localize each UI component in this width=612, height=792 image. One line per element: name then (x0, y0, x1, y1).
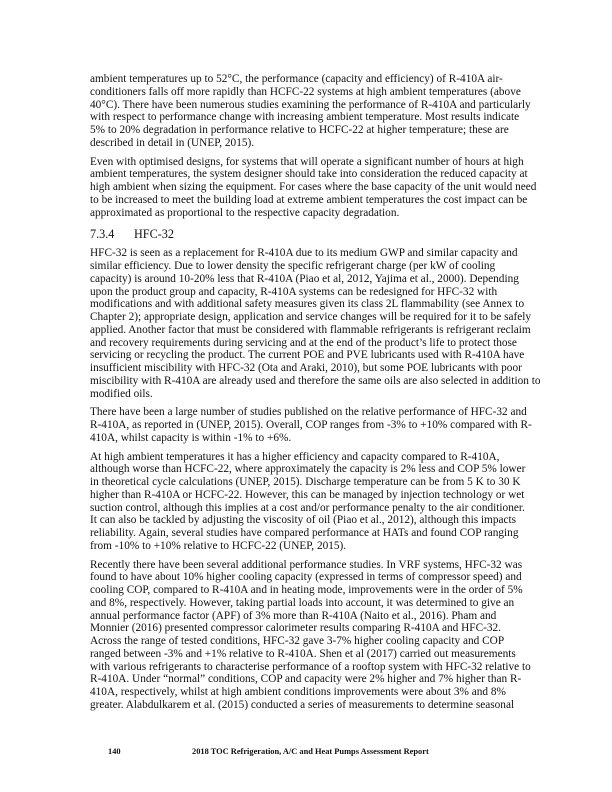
text-line: applied. Another factor that must be considered with flammable refrigerants is refrigerant reclaim (90, 323, 531, 336)
text-line: modified oils. (90, 387, 153, 400)
text-line: ranged between -3% and +1% relative to R-410A. Shen et al (2017) carried out measurements (90, 647, 516, 660)
text-line: Even with optimised designs, for systems that will operate a significant number of hours at high (90, 155, 524, 168)
text-line: annual performance factor (APF) of 3% more than R-410A (Naito et al., 2016). Pham and (90, 609, 497, 622)
text-line: high ambient when sizing the equipment. For cases where the base capacity of the unit would need (90, 181, 537, 193)
text-line: with respect to performance change with increasing ambient temperature. Most results indicate (90, 111, 520, 124)
report-title: 2018 TOC Refrigeration, A/C and Heat Pumps Assessment Report (192, 747, 429, 756)
text-line: Recently there have been several additional performance studies. In VRF systems, HFC-32 was (90, 558, 523, 571)
text-line: reliability. Again, several studies have compared performance at HATs and found COP ranging (90, 527, 519, 539)
text-line: to be increased to meet the building load at extreme ambient temperatures the cost impact can be (90, 193, 528, 206)
text-line: At high ambient temperatures it has a higher efficiency and capacity compared to R-410A, (90, 450, 500, 463)
paragraph (90, 73, 560, 150)
text-line: There have been a large number of studies published on the relative performance of HFC-32 and (90, 406, 527, 419)
text-line: servicing or recycling the product. The current POE and PVE lubricants used with R-410A have (90, 349, 525, 362)
text-line: higher than R-410A or HCFC-22. However, this can be managed by injection technology or wet (90, 488, 525, 501)
text-line: ambient temperatures, the system designer should take into consideration the reduced capacity at (90, 168, 528, 181)
paragraph (90, 451, 560, 553)
text-line: 5% to 20% degradation in performance relative to HCFC-22 at higher temperature; these are (90, 124, 509, 136)
text-line: 40°C). There have been numerous studies examining the performance of R-410A and particularly (90, 98, 531, 111)
text-line: with various refrigerants to characterise performance of a rooftop system with HFC-32 relative to (90, 660, 531, 673)
section-number: 7.3.4 (90, 227, 115, 242)
section-heading (90, 227, 560, 241)
text-line: Monnier (2016) presented compressor calorimeter results comparing R-410A and HFC-32. (90, 622, 501, 635)
text-line: miscibility with R-410A are already used and therefore the same oils are also selected in addition to (90, 374, 541, 387)
text-line: described in detail in (UNEP, 2015). (90, 136, 255, 149)
text-line: and 8%, respectively. However, taking partial loads into account, it was determined to give an (90, 596, 515, 609)
text-line: upon the product group and capacity, R-410A systems can be redesigned for HFC-32 with (90, 285, 498, 298)
text-line: 410A, whilst capacity is within -1% to +6%. (90, 431, 292, 444)
text-line: capacity) is around 10-20% less that R-410A (Piao et al, 2012, Yajima et al., 2000). Depending (90, 272, 519, 285)
text-line: HFC-32 is seen as a replacement for R-410A due to its medium GWP and similar capacity and (90, 247, 518, 260)
text-line: although worse than HCFC-22, where approximately the capacity is 2% less and COP 5% lower (90, 463, 526, 476)
text-line: Across the range of tested conditions, HFC-32 gave 3-7% higher cooling capacity and COP (90, 635, 505, 647)
paragraph (90, 247, 560, 400)
text-line: R-410A, as reported in (UNEP, 2015). Overall, COP ranges from -3% to +10% compared with R- (90, 419, 532, 431)
section-intro (90, 73, 560, 219)
text-line: approximated as proportional to the respective capacity degradation. (90, 206, 400, 219)
page-body (90, 73, 560, 718)
text-line: cooling COP, compared to R-410A and in heating mode, improvements were in the order of 5% (90, 584, 523, 596)
section-title: HFC-32 (134, 227, 174, 242)
text-line: and recovery requirements during servicing and at the end of the product’s life to protect those (90, 336, 517, 349)
text-line: greater. Alabdulkarem et al. (2015) conducted a series of measurements to determine seasonal (90, 698, 515, 711)
text-line: 410A, respectively, whilst at high ambient conditions improvements were about 3% and 8% (90, 686, 506, 698)
text-line: from -10% to +10% relative to HCFC-22 (UNEP, 2015). (90, 539, 347, 552)
text-line: Chapter 2); appropriate design, application and service changes will be required for it to be safely (90, 311, 532, 323)
text-line: found to have about 10% higher cooling capacity (expressed in terms of compressor speed) and (90, 571, 522, 584)
text-line: in theoretical cycle calculations (UNEP, 2015). Discharge temperature can be from 5 K to 30 K (90, 476, 521, 488)
text-line: ambient temperatures up to 52°C, the performance (capacity and efficiency) of R-410A air- (90, 73, 503, 85)
paragraph (90, 156, 560, 220)
paragraph (90, 406, 560, 444)
text-line: modifications and with additional safety measures given its class 2L flammability (see Annex to (90, 298, 525, 311)
text-line: conditioners falls off more rapidly than HCFC-22 systems at high ambient temperatures (above (90, 85, 521, 98)
page-number: 140 (108, 747, 121, 756)
text-line: similar efficiency. Due to lower density the specific refrigerant charge (per kW of cooling (90, 260, 496, 272)
text-line: suction control, although this implies at a cost and/or performance penalty to the air conditioner. (90, 501, 525, 514)
paragraph (90, 559, 560, 712)
text-line: insufficient miscibility with HFC-32 (Ota and Araki, 2010), but some POE lubricants with poor (90, 362, 522, 374)
text-line: R-410A. Under “normal” conditions, COP and capacity were 2% higher and 7% higher than R- (90, 673, 522, 686)
section-hfc32-body (90, 247, 560, 711)
text-line: It can also be tackled by adjusting the viscosity of oil (Piao et al., 2012), although this impacts (90, 514, 517, 527)
page-footer (108, 747, 429, 756)
